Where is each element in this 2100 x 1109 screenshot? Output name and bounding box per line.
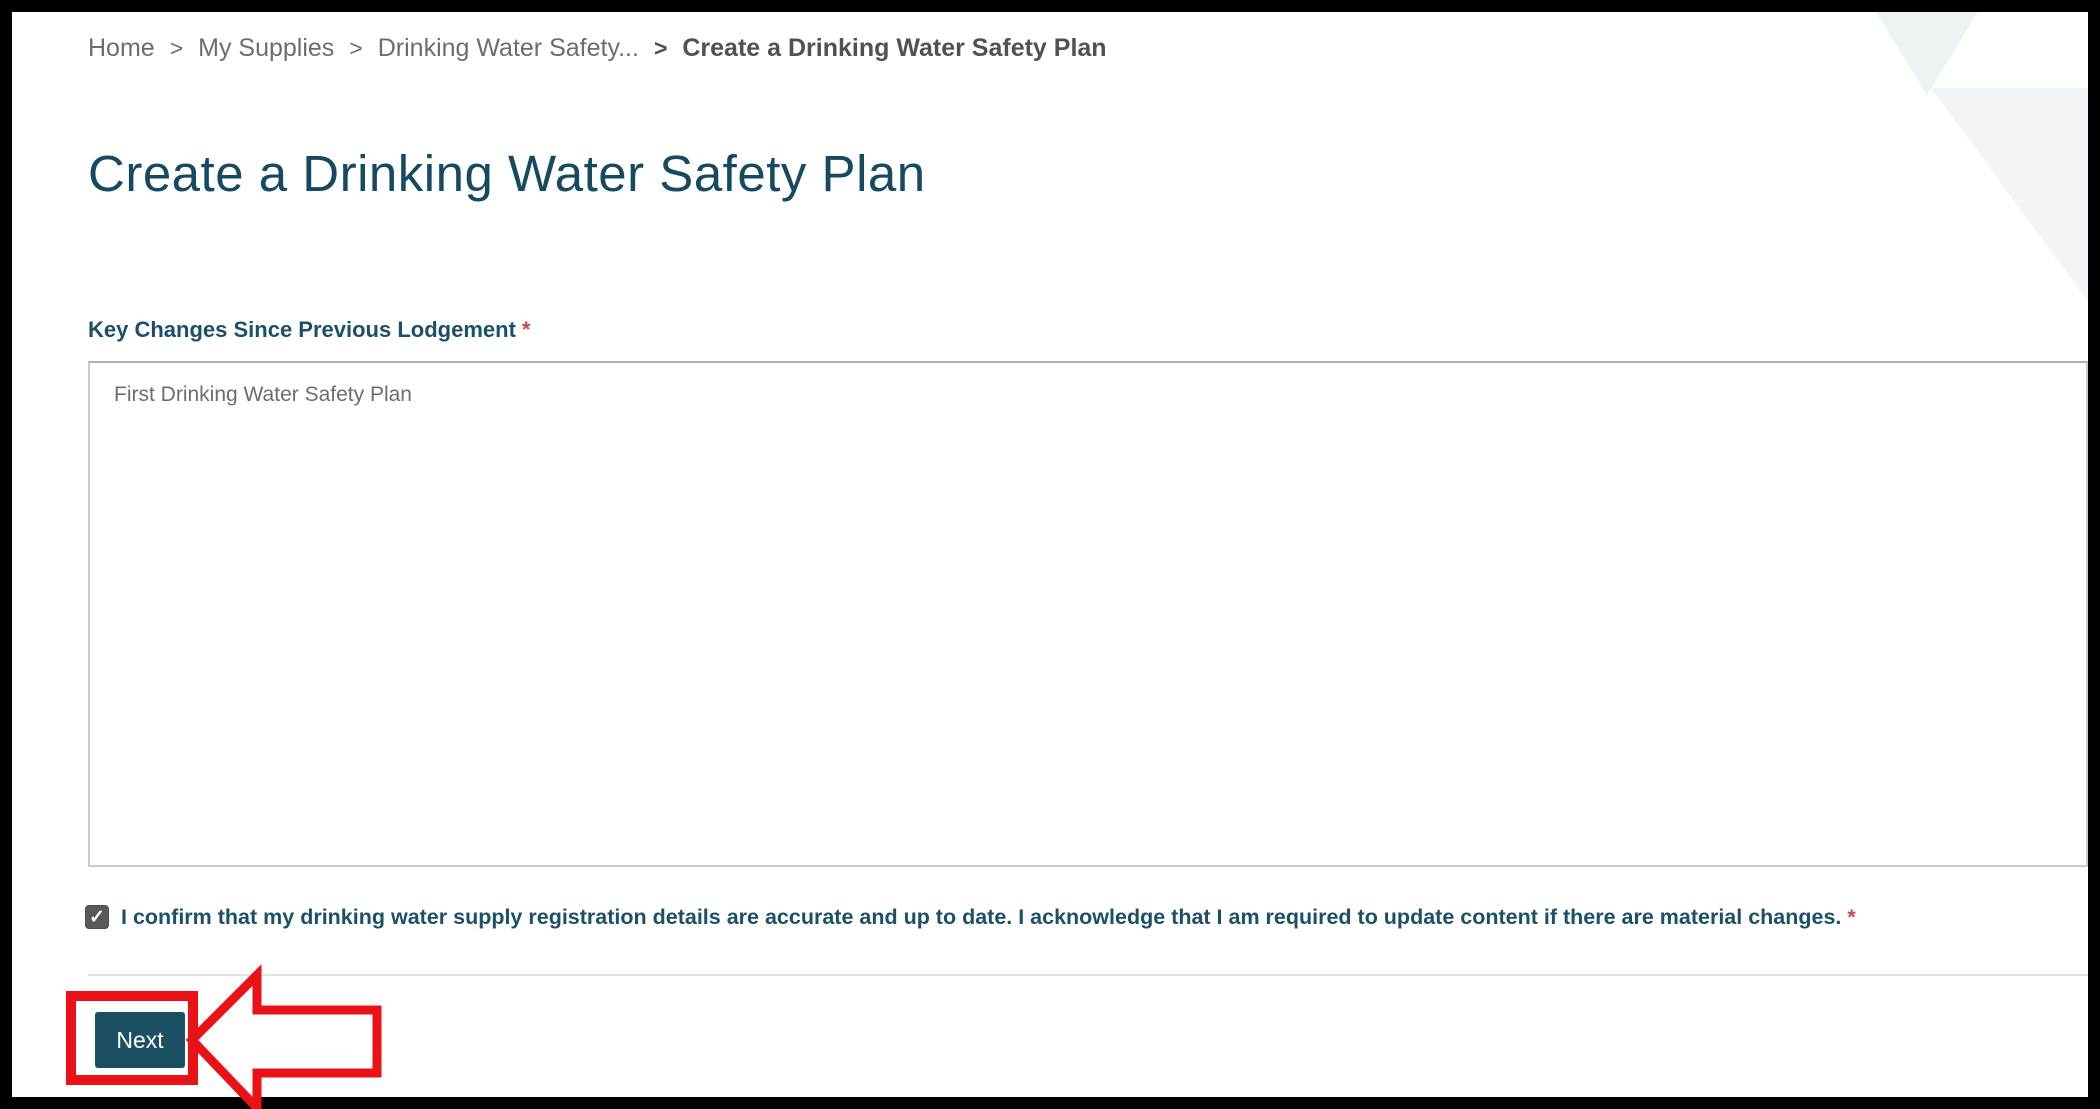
confirmation-label: I confirm that my drinking water supply registration details are accurate and up to date. I acknowledge that I am required to update content if there are material changes. * — [121, 905, 1856, 929]
page-background — [12, 12, 2088, 1097]
required-asterisk: * — [1847, 905, 1856, 929]
confirmation-row — [85, 904, 1856, 930]
key-changes-label: Key Changes Since Previous Lodgement * — [88, 317, 531, 342]
breadcrumb-separator: > — [169, 35, 184, 61]
required-asterisk: * — [521, 317, 531, 342]
breadcrumb-separator: > — [653, 35, 668, 61]
breadcrumb-current-page: Create a Drinking Water Safety Plan — [682, 34, 1107, 62]
breadcrumb-my-supplies[interactable]: My Supplies — [198, 34, 335, 62]
page-title: Create a Drinking Water Safety Plan — [88, 145, 926, 202]
breadcrumb — [88, 34, 1107, 63]
next-button[interactable]: Next — [95, 1012, 185, 1068]
key-changes-textarea[interactable] — [88, 361, 2088, 867]
section-divider — [88, 974, 2088, 976]
checkmark-icon: ✓ — [89, 906, 105, 928]
breadcrumb-drinking-water-safety[interactable]: Drinking Water Safety... — [377, 34, 639, 62]
confirmation-checkbox[interactable] — [85, 905, 109, 929]
breadcrumb-separator: > — [349, 35, 363, 61]
corner-triangles-decoration — [1850, 12, 2088, 312]
breadcrumb-home[interactable]: Home — [88, 34, 155, 62]
